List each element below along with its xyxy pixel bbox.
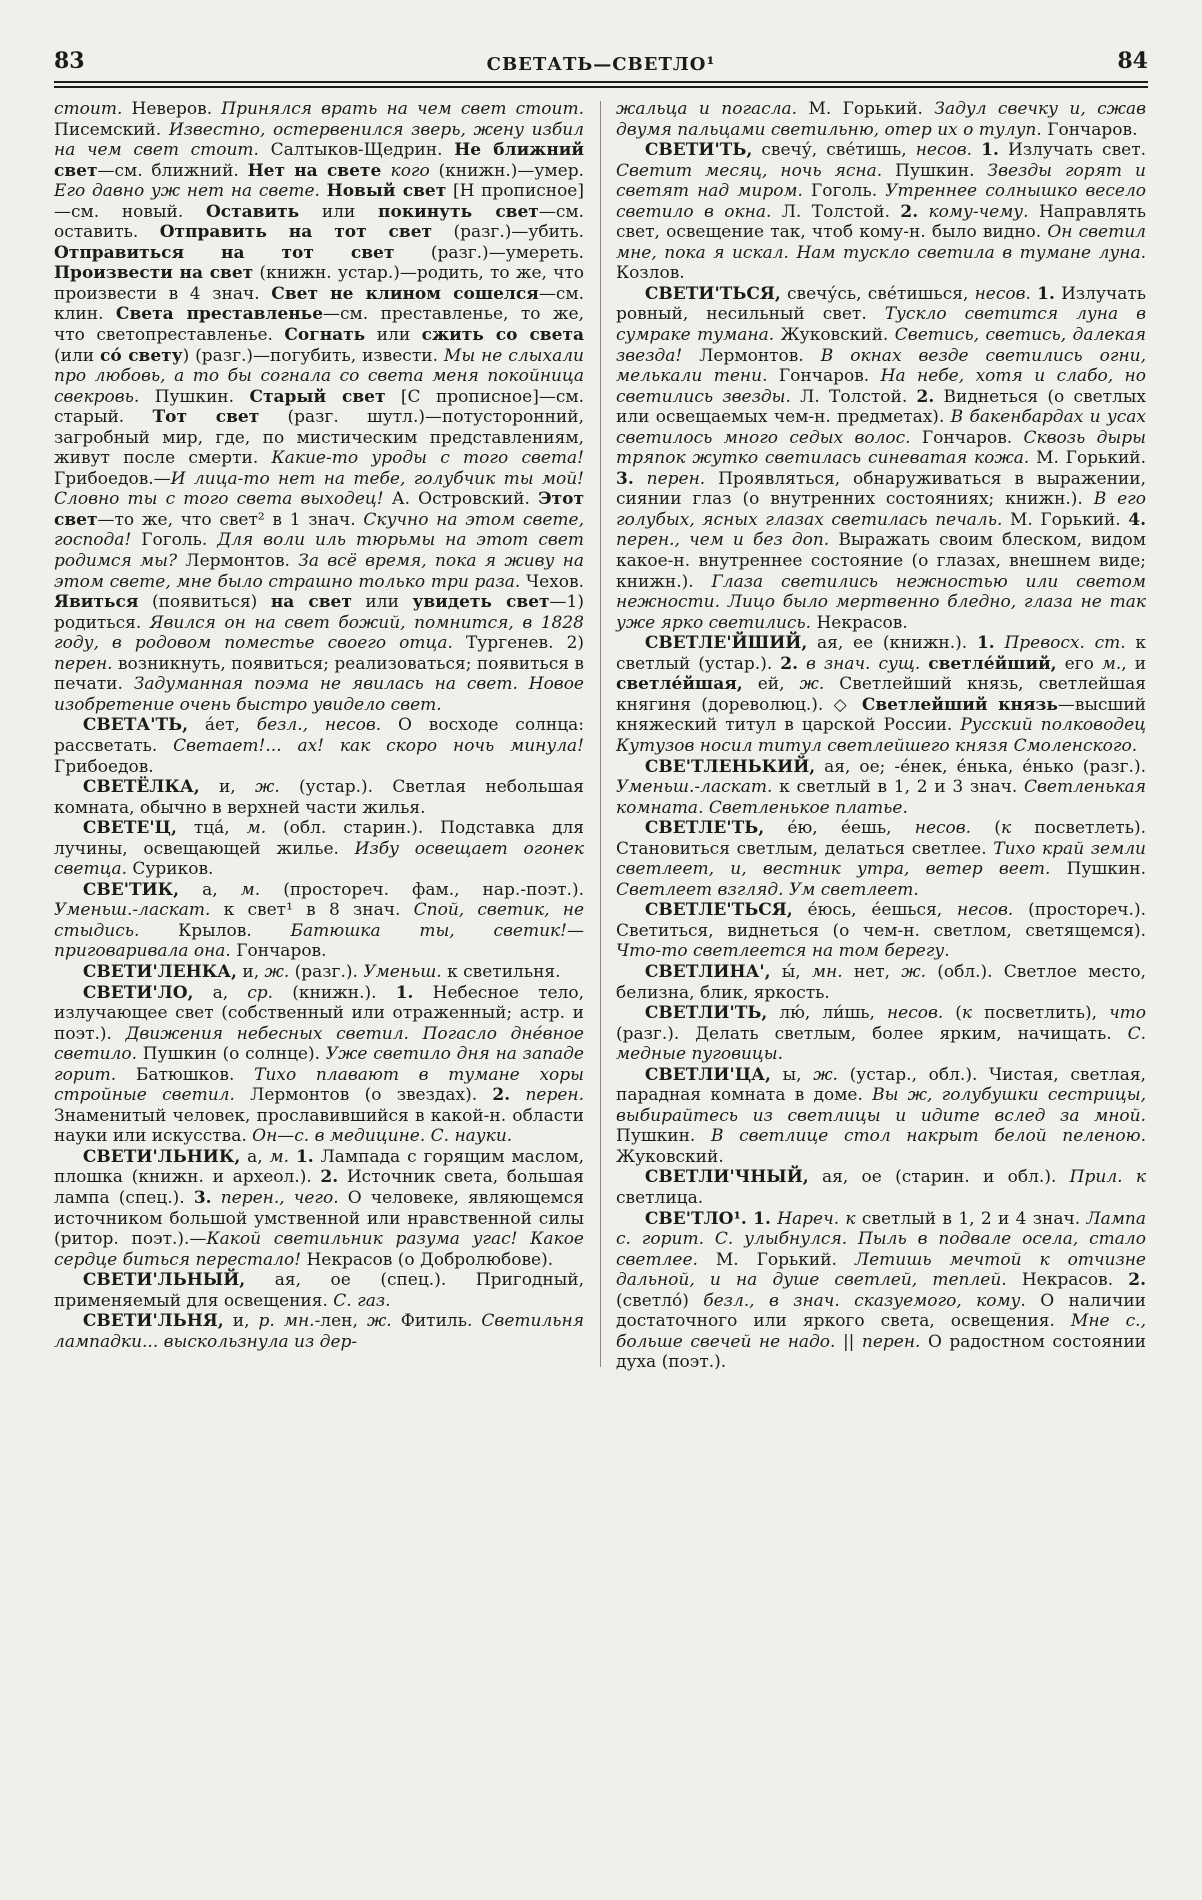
entry-svetlo: СВЕ'ТЛО¹. 1. Нареч. к светлый в 1, 2 и 4 знач. Лампа с. горит. С. улыбнулся. Пыль в подвале осела, стало светлее. М. Горький. Летишь мечтой к отчизне дальной, и на душе светлей, теплей. Некрасов. 2. (светло́) безл., в знач. сказуемого, кому. О наличии достаточного или яркого света, освещения. Мне с., больше свечей не надо. || перен. О радостном состоянии духа (поэт.). bbox=[616, 1208, 1146, 1373]
entry-svetets: СВЕТЕ'Ц, тца́, м. (обл. старин.). Подставка для лучины, освещающей жилье. Избу освещает огонек светца. Суриков. bbox=[54, 818, 584, 880]
header-rule bbox=[54, 81, 1148, 88]
entry-svetit: СВЕТИ'ТЬ, свечу́, све́тишь, несов. 1. Излучать свет. Светит месяц, ночь ясна. Пушкин. Звезды горят и светят над миром. Гоголь. Утреннее солнышко весело светило в окна. Л. Толстой. 2. кому-чему. Направлять свет, освещение так, чтоб кому-н. было видно. Он светил мне, пока я искал. Нам тускло светила в тумане луна. Козлов. bbox=[616, 140, 1147, 284]
entry-svetlet: СВЕТЛЕ'ТЬ, е́ю, е́ешь, несов. (к посветлеть). Становиться светлым, делаться светлее. Тихо край земли светлеет, и, вестник утра, ветер веет. Пушкин. Светлеет взгляд. Ум светлеет. bbox=[616, 818, 1147, 900]
page-number-right: 84 bbox=[1117, 48, 1148, 74]
entry-svetlit: СВЕТЛИ'ТЬ, лю́, ли́шь, несов. (к посветлить), что (разг.). Делать светлым, более ярким, начищать. С. медные пуговицы. bbox=[616, 1003, 1146, 1065]
entry-svetletsya: СВЕТЛЕ'ТЬСЯ, е́юсь, е́ешься, несов. (простореч.). Светиться, виднеться (о чем-н. светлом, светящемся). Что-то светлеется на том берегу. bbox=[616, 900, 1146, 962]
running-head: СВЕТАТЬ—СВЕТЛО¹ bbox=[486, 54, 716, 75]
column-divider bbox=[600, 101, 601, 1367]
page-header bbox=[54, 48, 1148, 75]
entry-svetlenkiy: СВЕ'ТЛЕНЬКИЙ, ая, ое; -е́нек, е́нька, е́нько (разг.). Уменьш.-ласкат. к светлый в 1, 2 и 3 знач. Светленькая комната. Светленькое платье. bbox=[616, 756, 1146, 818]
entry-svetleyshiy: СВЕТЛЕ'ЙШИЙ, ая, ее (книжн.). 1. Превосх. ст. к светлый (устар.). 2. в знач. сущ. светле́йший, его м., и светле́йшая, ей, ж. Светлейший князь, светлейшая княгиня (дореволюц.). ◇ Светлейший князь—высший княжеский титул в царской России. Русский полководец Кутузов носил титул светлейшего князя Смоленского. bbox=[616, 633, 1147, 756]
entry-cont-svet: стоит. Неверов. Принялся врать на чем свет стоит. Писемский. Известно, остервенился зверь, жену избил на чем свет стоит. Салтыков-Щедрин. Не ближний свет—см. ближний. Нет на свете кого (книжн.)—умер. Его давно уж нет на свете. Новый свет [Н прописное]—см. новый. Оставить или покинуть свет—см. оставить. Отправить на тот свет (разг.)—убить. Отправиться на тот свет (разг.)—умереть. Произвести на свет (книжн. устар.)—родить, то же, что произвести в 4 знач. Свет не клином сошелся—см. клин. Света преставленье—см. преставленье, то же, что светопреставленье. Согнать или сжить со света (или со́ свету) (разг.)—погубить, извести. Мы не слыхали про любовь, а то бы согнала со света меня покойница свекровь. Пушкин. Старый свет [С прописное]—см. старый. Тот свет (разг. шутл.)—потусторонний, загробный мир, где, по мистическим представлениям, живут после смерти. Какие-то уроды с того света! Грибоедов.—И лица-то нет на тебе, голубчик ты мой! Словно ты с того света выходец! А. Островский. Этот свет—то же, что свет² в 1 знач. Скучно на этом свете, господа! Гоголь. Для воли иль тюрьмы на этот свет родимся мы? Лермонтов. За всё время, пока я живу на этом свете, мне было страшно только три раза. Чехов. Явиться (появиться) на свет или увидеть свет—1) родиться. Явился он на свет божий, помнится, в 1828 году, в родовом поместье своего отца. Тургенев. 2) перен. возникнуть, появиться; реализоваться; появиться в печати. Задуманная поэма не явилась на свет. Новое изобретение очень быстро увидело свет. bbox=[54, 99, 585, 715]
entry-svetitsya: СВЕТИ'ТЬСЯ, свечу́сь, све́тишься, несов. 1. Излучать ровный, несильный свет. Тускло светится луна в сумраке тумана. Жуковский. Светись, светись, далекая звезда! Лермонтов. В окнах везде светились огни, мелькали тени. Гончаров. На небе, хотя и слабо, но светились звезды. Л. Толстой. 2. Виднеться (о светлых или освещаемых чем-н. предметах). В бакенбардах и усах светилось много седых волос. Гончаров. Сквозь дыры тряпок жутко светилась синеватая кожа. М. Горький. 3. перен. Проявляться, обнаруживаться в выражении, сиянии глаз (о внутренних состояниях; книжн.). В его голубых, ясных глазах светилась печаль. М. Горький. 4. перен., чем и без доп. Выражать своим блеском, видом какое-н. внутреннее состояние (о глазах, внешнем виде; книжн.). Глаза светились нежностью или светом нежности. Лицо было мертвенно бледно, глаза не так уже ярко светились. Некрасов. bbox=[616, 283, 1147, 633]
entry-svetilo: СВЕТИ'ЛО, а, ср. (книжн.). 1. Небесное тело, излучающее свет (собственный или отраженный; астр. и поэт.). Движения небесных светил. Погасло дне́вное светило. Пушкин (о солнце). Уже светило дня на западе горит. Батюшков. Тихо плавают в тумане хоры стройные светил. Лермонтов (о звездах). 2. перен. Знаменитый человек, прославившийся в какой-н. области науки или искусства. Он—с. в медицине. С. науки. bbox=[54, 982, 585, 1147]
entry-svetlitsa: СВЕТЛИ'ЦА, ы, ж. (устар., обл.). Чистая, светлая, парадная комната в доме. Вы ж, голубушки сестрицы, выбирайтесь из светлицы и идите вслед за мной. Пушкин. В светлице стол накрыт белой пеленою. Жуковский. bbox=[616, 1064, 1146, 1167]
entry-svetilenka: СВЕТИ'ЛЕНКА, и, ж. (разг.). Уменьш. к светильня. bbox=[82, 961, 561, 982]
entry-svetilnya: СВЕТИ'ЛЬНЯ, и, р. мн.-лен, ж. Фитиль. Светильня лампадки... выскользнула из дер- bbox=[54, 1311, 584, 1352]
entry-svetlichnyi: СВЕТЛИ'ЧНЫЙ, ая, ое (старин. и обл.). Прил. к светлица. bbox=[616, 1167, 1146, 1208]
entry-svetilnik: СВЕТИ'ЛЬНИК, а, м. 1. Лампада с горящим маслом, плошка (книжн. и археол.). 2. Источник света, большая лампа (спец.). 3. перен., чего. О человеке, являющемся источником большой умственной или нравственной силы (ритор. поэт.).—Какой светильник разума угас! Какое сердце биться перестало! Некрасов (о Добролюбове). bbox=[54, 1146, 584, 1270]
entry-svetilnyi: СВЕТИ'ЛЬНЫЙ, ая, ое (спец.). Пригодный, применяемый для освещения. С. газ. bbox=[54, 1270, 584, 1311]
entry-cont-svetilnya: жальца и погасла. М. Горький. Задул свечку и, сжав двумя пальцами светильню, отер их о тулуп. Гончаров. bbox=[616, 99, 1146, 140]
text-columns bbox=[54, 99, 1148, 1373]
entry-svetik: СВЕ'ТИК, а, м. (простореч. фам., нар.-поэт.). Уменьш.-ласкат. к свет¹ в 8 знач. Спой, светик, не стыдись. Крылов. Батюшка ты, светик!—приговаривала она. Гончаров. bbox=[54, 879, 584, 962]
left-column bbox=[54, 99, 584, 1373]
entry-svetat: СВЕТА'ТЬ, а́ет, безл., несов. О восходе солнца: рассветать. Светает!... ах! как скоро ночь минула! Грибоедов. bbox=[54, 715, 585, 777]
entry-svetyolka: СВЕТЁЛКА, и, ж. (устар.). Светлая небольшая комната, обычно в верхней части жилья. bbox=[54, 777, 584, 818]
entry-svetlina: СВЕТЛИНА', ы́, мн. нет, ж. (обл.). Светлое место, белизна, блик, яркость. bbox=[616, 961, 1147, 1003]
page-number-left: 83 bbox=[54, 48, 85, 74]
right-column bbox=[616, 99, 1146, 1373]
